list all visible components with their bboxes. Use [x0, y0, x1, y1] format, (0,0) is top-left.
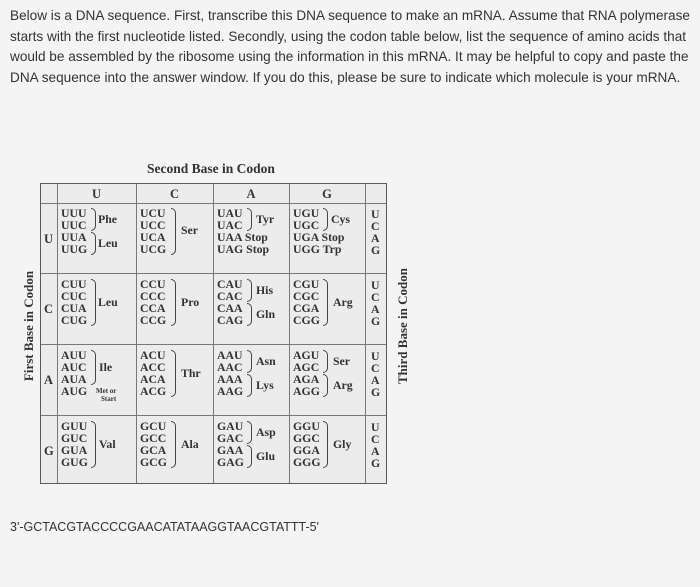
- first-base-a: A: [44, 373, 54, 387]
- codon-cell: CUC: [61, 289, 87, 303]
- amino-acid-label: Phe: [98, 212, 118, 226]
- third-base: A: [371, 302, 380, 316]
- codon-cell: CAA: [217, 301, 243, 315]
- second-base-title: Second Base in Codon: [147, 161, 275, 176]
- first-base-g: G: [44, 444, 54, 458]
- codon-cell: GGU: [293, 419, 320, 433]
- codon-cell: AAC: [217, 360, 243, 374]
- amino-acid-label: Asn: [256, 354, 276, 368]
- amino-acid-label: Lys: [256, 378, 274, 392]
- third-base-label: Third Base in Codon: [395, 268, 410, 384]
- first-base-u: U: [44, 232, 54, 246]
- amino-acid-label: Ser: [181, 223, 199, 237]
- codon-cell: UUU: [61, 206, 87, 220]
- third-base: A: [371, 373, 380, 387]
- codon-cell: UGU: [293, 206, 320, 220]
- codon-cell: AUA: [61, 372, 87, 386]
- third-base: U: [371, 207, 380, 221]
- amino-acid-label: Ser: [333, 354, 351, 368]
- codon-cell: CAG: [217, 313, 244, 327]
- amino-acid-label: Ala: [181, 437, 199, 451]
- codon-cell: UUA: [61, 230, 87, 244]
- third-base: G: [371, 314, 381, 328]
- codon-cell: GGC: [293, 431, 320, 445]
- amino-acid-label: Glu: [256, 449, 276, 463]
- codon-cell: GAU: [217, 419, 244, 433]
- amino-acid-label: Val: [99, 437, 116, 451]
- codon-cell: AGC: [293, 360, 320, 374]
- codon-cell: UUG: [61, 242, 88, 256]
- third-base: C: [371, 290, 380, 304]
- codon-cell: AAU: [217, 348, 243, 362]
- codon-cell: CGG: [293, 313, 320, 327]
- amino-acid-label: Gln: [256, 307, 276, 321]
- amino-acid-label: Arg: [333, 295, 353, 309]
- amino-acid-label: Cys: [331, 212, 351, 226]
- amino-acid-label: Start: [101, 395, 117, 403]
- codon-cell: UUC: [61, 218, 87, 232]
- first-base-label: First Base in Codon: [21, 270, 36, 382]
- codon-cell: UGG Trp: [293, 242, 342, 256]
- amino-acid-label: Tyr: [256, 212, 275, 226]
- codon-cell: CGU: [293, 277, 320, 291]
- codon-cell: AUC: [61, 360, 87, 374]
- codon-cell: CCA: [140, 301, 166, 315]
- dna-sequence: 3'-GCTACGTACCCCGAACATATAAGGTAACGTATTT-5': [10, 520, 319, 534]
- amino-acid-label: Leu: [98, 295, 118, 309]
- codon-cell: UCU: [140, 206, 166, 220]
- codon-cell: AGG: [293, 384, 320, 398]
- codon-cell: CGA: [293, 301, 320, 315]
- codon-cell: CCC: [140, 289, 166, 303]
- codon-cell: CAU: [217, 277, 243, 291]
- amino-acid-label: Gly: [333, 437, 352, 451]
- codon-cell: UAU: [217, 206, 243, 220]
- codon-cell: CUG: [61, 313, 88, 327]
- codon-table: [40, 183, 387, 484]
- codon-cell: AGA: [293, 372, 320, 386]
- codon-cell: GUU: [61, 419, 88, 433]
- codon-cell: GUA: [61, 443, 88, 457]
- codon-cell: AAG: [217, 384, 244, 398]
- codon-cell: UAG Stop: [217, 242, 270, 256]
- codon-cell: GCC: [140, 431, 167, 445]
- codon-cell: UCC: [140, 218, 166, 232]
- codon-cell: UCA: [140, 230, 166, 244]
- question-text: Below is a DNA sequence. First, transcribe this DNA sequence to make an mRNA. Assume that RNA polymerase starts with the first nucleotide listed. Secondly, using the codon table below, list the sequence of amino acids that would be assembled by the ribosome using the information in this mRNA. It may be helpful to copy and paste the DNA sequence into the answer window. If you do this, please be sure to indicate which molecule is your mRNA.: [10, 8, 690, 85]
- codon-cell: GAA: [217, 443, 244, 457]
- codon-cell: GAG: [217, 455, 244, 469]
- second-base-a: A: [246, 187, 256, 201]
- third-base: C: [371, 219, 380, 233]
- codon-cell: GGG: [293, 455, 321, 469]
- amino-acid-label: Leu: [98, 236, 118, 250]
- codon-cell: UAC: [217, 218, 243, 232]
- codon-cell: AUU: [61, 348, 87, 362]
- third-base: G: [371, 456, 381, 470]
- amino-acid-label: Pro: [181, 295, 200, 309]
- codon-cell: GGA: [293, 443, 320, 457]
- codon-cell: ACG: [140, 384, 167, 398]
- codon-cell: GCG: [140, 455, 167, 469]
- codon-cell: CUU: [61, 277, 87, 291]
- codon-cell: UCG: [140, 242, 167, 256]
- codon-cell: ACU: [140, 348, 166, 362]
- third-base: G: [371, 243, 381, 257]
- codon-cell: UAA Stop: [217, 230, 268, 244]
- codon-cell: ACA: [140, 372, 166, 386]
- codon-cell: AAA: [217, 372, 243, 386]
- second-base-g: G: [322, 187, 332, 201]
- codon-cell: CCG: [140, 313, 167, 327]
- codon-cell: GAC: [217, 431, 244, 445]
- third-base: C: [371, 361, 380, 375]
- codon-cell: GUC: [61, 431, 88, 445]
- codon-cell: GUG: [61, 455, 88, 469]
- amino-acid-label: Ile: [99, 360, 113, 374]
- codon-cell: GCU: [140, 419, 167, 433]
- third-base: U: [371, 420, 380, 434]
- codon-cell: CGC: [293, 289, 320, 303]
- amino-acid-label: Met or: [96, 387, 117, 395]
- codon-cell: GCA: [140, 443, 167, 457]
- second-base-c: C: [169, 187, 180, 201]
- codon-cell: CAC: [217, 289, 243, 303]
- codon-cell: AGU: [293, 348, 320, 362]
- codon-cell: AUG: [61, 384, 88, 398]
- amino-acid-label: Thr: [181, 366, 201, 380]
- first-base-c: C: [44, 302, 54, 316]
- third-base: C: [371, 432, 380, 446]
- codon-cell: CCU: [140, 277, 166, 291]
- codon-cell: UGA Stop: [293, 230, 345, 244]
- amino-acid-label: Asp: [256, 425, 276, 439]
- codon-cell: CUA: [61, 301, 87, 315]
- codon-cell: UGC: [293, 218, 320, 232]
- second-base-u: U: [91, 187, 102, 201]
- third-base: A: [371, 231, 380, 245]
- amino-acid-label: Arg: [333, 378, 353, 392]
- codon-cell: ACC: [140, 360, 166, 374]
- third-base: U: [371, 349, 380, 363]
- third-base: A: [371, 444, 380, 458]
- third-base: G: [371, 385, 381, 399]
- amino-acid-label: His: [256, 283, 274, 297]
- third-base: U: [371, 278, 380, 292]
